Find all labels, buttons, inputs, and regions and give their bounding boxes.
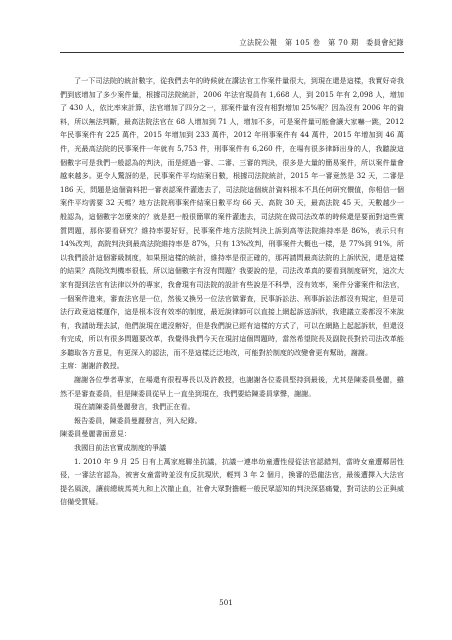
- paragraph-record: 報告委員，陳委員曼麗發言，列入紀錄。: [74, 415, 202, 425]
- paragraph-item-1: 1. 2010 年 9 月 25 日有上萬家庭聯坐抗議，抗議一連串幼童遭性侵從法官認錯判，當時女童遭鄰居性侵，一審法官認為，被害女童當時並沒有反抗現狀，輕判 3 年 2 個月，換審的恐龍法官，最後遭擇入大法官提名風波，讓前總統馬英九和上次撤止血，社會大眾對擔輕一般民眾認知的判決深惡痛覺，對司法的公正與威信備受質疑。: [60, 456, 404, 507]
- document-body: [60, 74, 404, 509]
- written-opinion-heading: 陳委員曼麗書面意見：: [60, 429, 131, 439]
- paragraph-testimony: 了一下司法院的統計數字，從我們去年的時候就在講法官工作案件量很大，到現在還是這樣，我實好奇我們到底增加了多少案件量，根據司法院統計，2006 年法官現員有 1,668 人，到 2015 年有 2,098 人，增加了 430 人，依比率來計算，法官增加了四分之一，那案件量有沒有相對增加 25%呢？因為沒有 2006 年的資料，所以無法判斷，最高法院法官在 68 人增加到 71 人，增加不多，可是案件量可能會讓大家嚇一跳，2012 年民事案件有 225 萬件，2015 年增加到 233 萬件，2012 年刑事案件有 44 萬件，2015 年增加到 46 萬件，光最高法院的民事案件一年就有 5,753 件，刑事案件有 6,260 件，在場有很多律師出身的人，我聽說這個數字可是我們一般認為的判決，而是經過一審、二審、三審的判決，很多是大量的簡易案件，所以案件量會越來越多。更令人驚訝的是，民事案件平均結案日數，根據司法院統計，2015 年一審竟然是 32 天，二審是 186 天，問題是這個資料把一審表認案件灌進去了，司法院這個統計資料根本不具任何研究價值，你相信一個案件平均需要 32 天嗎？地方法院刑事案件結案日數平均 66 天、高院 30 天，最高法院 45 天，天數越少一般認為，這個數字怎麼來的？就是把一般很簡單的案件灌進去，司法院在做司法改革的時候還是要面對這些實質問題，那你要看研究？維持率要好好，民事案件地方法院判決上訴到高等法院維持率是 86%，表示只有 14%改判，高院判決到最高法院維持率是 87%，只有 13%改判，刑事案件大概也一樣，是 77%到 91%，所以我們設計這個審級制度，如果照這樣的統計，維持率是很正確的，那再請問最高法院的上訴狀況，還是這樣的結果？高院改判機率很低，所以這個數字有沒有問題？我要說的是，司法改革真的要看到制度研究，這次大家有提到法官有法律以外的專家，我會現有司法院的設計有些說是不科學，沒有效率，案件分審案件和法官，一個案件進來，審查法官是一位，然後又換另一位法官做審查，民事訴訟法、刑事訴訟法都沒有規定，但是司法行政竟這樣運作，這是根本沒有效率的制度，最近說律師可以直接上網起訴送訴狀，我建議立委都沒不來說有，我請助理去試，他們說現在還沒辦好，但是我們說已經有這樣的方式了，可以在網路上起起訴狀，但還沒有完成，所以有很多問題要改革，我覺得我們今天在現討這個問題時，當然希望院長及副院長對於司法改革能多聽取各方意見，有更深入的認法，而不是這樣泛泛地改，可能對於制度的改變會更有幫助，謝謝。: [60, 76, 404, 357]
- running-header: 立法院公報 第 105 卷 第 70 期 委員會紀錄: [239, 38, 404, 47]
- page-number: 501: [219, 598, 233, 607]
- paragraph-topic: 我國目前法官實成制度的爭議: [74, 443, 167, 453]
- header-rule: [60, 52, 404, 53]
- paragraph-invite: 現在請陳委員曼麗發言，我們正在看。: [74, 402, 195, 412]
- chair-remark: 主席：謝謝許教授。: [60, 361, 124, 371]
- paragraph-thanks: 謝謝各位學者專家，在場還有很程專長以及許教授，也謝謝各位委員堅持到最後，尤其是陳委員曼麗，雖然不是審查委員，但是陳委員從早上一直坐到現在，我們要給陳委員掌聲，謝謝。: [60, 375, 404, 398]
